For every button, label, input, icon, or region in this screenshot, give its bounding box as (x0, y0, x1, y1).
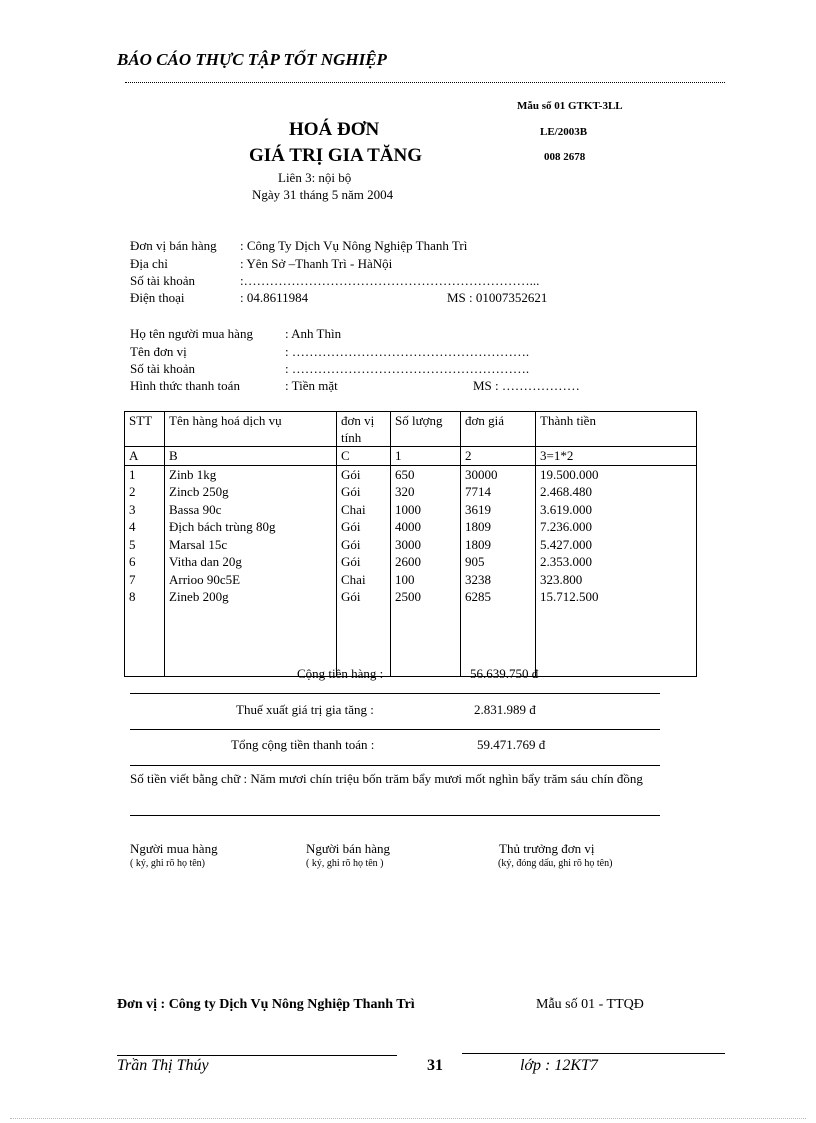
buyer-unit-label: Tên đơn vị (130, 344, 187, 359)
footer-line-right (462, 1053, 725, 1054)
cell-name: Vitha dan 20g (165, 553, 337, 571)
col-header-price: đơn giá (461, 412, 536, 447)
cell-name: Bassa 90c (165, 501, 337, 519)
cell-price: 30000 (461, 465, 536, 483)
report-header-title: BÁO CÁO THỰC TẬP TỐT NGHIỆP (117, 50, 387, 69)
subtotal-label: Cộng tiền hàng : (297, 666, 384, 681)
buyer-name-value: : Anh Thìn (285, 326, 342, 341)
table-row (125, 536, 697, 554)
cell-name: Zineb 200g (165, 588, 337, 606)
cell-qty: 100 (391, 571, 461, 589)
signature-seller-note: ( ký, ghi rõ họ tên ) (306, 858, 384, 869)
bottom-border (10, 1118, 806, 1119)
invoice-date: Ngày 31 tháng 5 năm 2004 (252, 187, 394, 202)
cell-unit: Chai (337, 501, 391, 519)
cell-stt: 7 (125, 571, 165, 589)
cell-stt: 5 (125, 536, 165, 554)
index-stt: A (125, 447, 165, 466)
table-row (125, 501, 697, 519)
header-divider (125, 82, 725, 83)
index-unit: C (337, 447, 391, 466)
invoice-items-table (124, 411, 697, 677)
seller-phone-value: : 04.8611984 (240, 290, 309, 305)
signature-buyer-title: Người mua hàng (130, 841, 218, 856)
table-row (125, 571, 697, 589)
invoice-series: LE/2003B (540, 126, 588, 138)
buyer-payment-label: Hình thức thanh toán (130, 378, 240, 393)
seller-account-value: :…………………………………………………………... (240, 273, 540, 288)
footer-author: Trần Thị Thúy (117, 1057, 209, 1074)
divider-line (130, 693, 660, 694)
col-header-unit: đơn vị tính (337, 412, 391, 447)
col-header-qty: Số lượng (391, 412, 461, 447)
cell-price: 7714 (461, 483, 536, 501)
unit-form-number: Mẫu số 01 - TTQĐ (536, 997, 644, 1012)
cell-unit: Gói (337, 553, 391, 571)
cell-amount: 3.619.000 (536, 501, 697, 519)
cell-price: 6285 (461, 588, 536, 606)
seller-phone-label: Điện thoại (130, 290, 185, 305)
invoice-copy: Liên 3: nội bộ (278, 170, 352, 185)
table-row (125, 588, 697, 606)
cell-qty: 4000 (391, 518, 461, 536)
table-empty-row (125, 606, 697, 677)
cell-qty: 1000 (391, 501, 461, 519)
col-header-name: Tên hàng hoá dịch vụ (165, 412, 337, 447)
subtotal-value: 56.639.750 đ (470, 666, 539, 681)
total-label: Tổng cộng tiền thanh toán : (231, 737, 375, 752)
cell-amount: 15.712.500 (536, 588, 697, 606)
invoice-number: 008 2678 (544, 151, 586, 163)
footer-line-left (117, 1055, 397, 1056)
buyer-account-label: Số tài khoản (130, 361, 195, 376)
table-row (125, 518, 697, 536)
table-row (125, 483, 697, 501)
cell-price: 1809 (461, 536, 536, 554)
cell-stt: 6 (125, 553, 165, 571)
cell-stt: 3 (125, 501, 165, 519)
form-number: Mẫu số 01 GTKT-3LL (517, 100, 623, 112)
cell-name: Marsal 15c (165, 536, 337, 554)
buyer-unit-value: : ………………………………………………. (285, 344, 530, 359)
cell-unit: Gói (337, 518, 391, 536)
seller-address-value: : Yên Sở –Thanh Trì - HàNội (240, 256, 393, 271)
page-number: 31 (427, 1057, 443, 1074)
vat-value: 2.831.989 đ (474, 702, 536, 717)
cell-amount: 2.353.000 (536, 553, 697, 571)
seller-unit-label: Đơn vị bán hàng (130, 238, 217, 253)
cell-amount: 5.427.000 (536, 536, 697, 554)
table-index-row (125, 447, 697, 466)
cell-stt: 2 (125, 483, 165, 501)
col-header-amount: Thành tiền (536, 412, 697, 447)
cell-unit: Gói (337, 465, 391, 483)
signature-buyer-note: ( ký, ghi rõ họ tên) (130, 858, 205, 869)
signature-seller-title: Người bán hàng (306, 841, 390, 856)
cell-unit: Gói (337, 483, 391, 501)
total-value: 59.471.769 đ (477, 737, 546, 752)
index-qty: 1 (391, 447, 461, 466)
seller-tax-code: MS : 01007352621 (447, 290, 548, 305)
cell-qty: 3000 (391, 536, 461, 554)
cell-amount: 19.500.000 (536, 465, 697, 483)
cell-name: Địch bách trùng 80g (165, 518, 337, 536)
cell-price: 3619 (461, 501, 536, 519)
seller-unit-value: : Công Ty Dịch Vụ Nông Nghiệp Thanh Trì (240, 238, 468, 253)
index-amount: 3=1*2 (536, 447, 697, 466)
cell-unit: Gói (337, 588, 391, 606)
divider-line (130, 815, 660, 816)
cell-qty: 2500 (391, 588, 461, 606)
invoice-subtitle: GIÁ TRỊ GIA TĂNG (249, 145, 422, 166)
divider-line (130, 765, 660, 766)
buyer-name-label: Họ tên người mua hàng (130, 326, 253, 341)
cell-unit: Gói (337, 536, 391, 554)
cell-qty: 2600 (391, 553, 461, 571)
signature-director-note: (ký, đóng dấu, ghi rõ họ tên) (498, 858, 613, 869)
cell-qty: 650 (391, 465, 461, 483)
cell-price: 905 (461, 553, 536, 571)
cell-amount: 7.236.000 (536, 518, 697, 536)
cell-name: Zinb 1kg (165, 465, 337, 483)
cell-stt: 1 (125, 465, 165, 483)
col-header-stt: STT (125, 412, 165, 447)
cell-price: 1809 (461, 518, 536, 536)
cell-qty: 320 (391, 483, 461, 501)
buyer-payment-value: : Tiền mặt (285, 378, 338, 393)
seller-address-label: Địa chỉ (130, 256, 168, 271)
index-price: 2 (461, 447, 536, 466)
buyer-account-value: : ………………………………………………. (285, 361, 530, 376)
index-name: B (165, 447, 337, 466)
table-row (125, 465, 697, 483)
signature-director-title: Thủ trưởng đơn vị (499, 841, 595, 856)
cell-name: Zincb 250g (165, 483, 337, 501)
amount-in-words: Số tiền viết bằng chữ : Năm mươi chín triệu bốn trăm bẩy mươi mốt nghìn bẩy trăm sáu chín đồng (130, 771, 643, 786)
buyer-tax-code: MS : ……………… (473, 378, 580, 393)
cell-unit: Chai (337, 571, 391, 589)
cell-stt: 4 (125, 518, 165, 536)
unit-name: Đơn vị : Công ty Dịch Vụ Nông Nghiệp Thanh Trì (117, 997, 415, 1012)
cell-amount: 2.468.480 (536, 483, 697, 501)
table-header-row (125, 412, 697, 447)
cell-stt: 8 (125, 588, 165, 606)
invoice-title: HOÁ ĐƠN (289, 119, 380, 140)
table-row (125, 553, 697, 571)
footer-class: lớp : 12KT7 (520, 1057, 598, 1074)
seller-account-label: Số tài khoản (130, 273, 195, 288)
cell-amount: 323.800 (536, 571, 697, 589)
divider-line (130, 729, 660, 730)
cell-name: Arrioo 90c5E (165, 571, 337, 589)
vat-label: Thuế xuất giá trị gia tăng : (236, 702, 374, 717)
cell-price: 3238 (461, 571, 536, 589)
